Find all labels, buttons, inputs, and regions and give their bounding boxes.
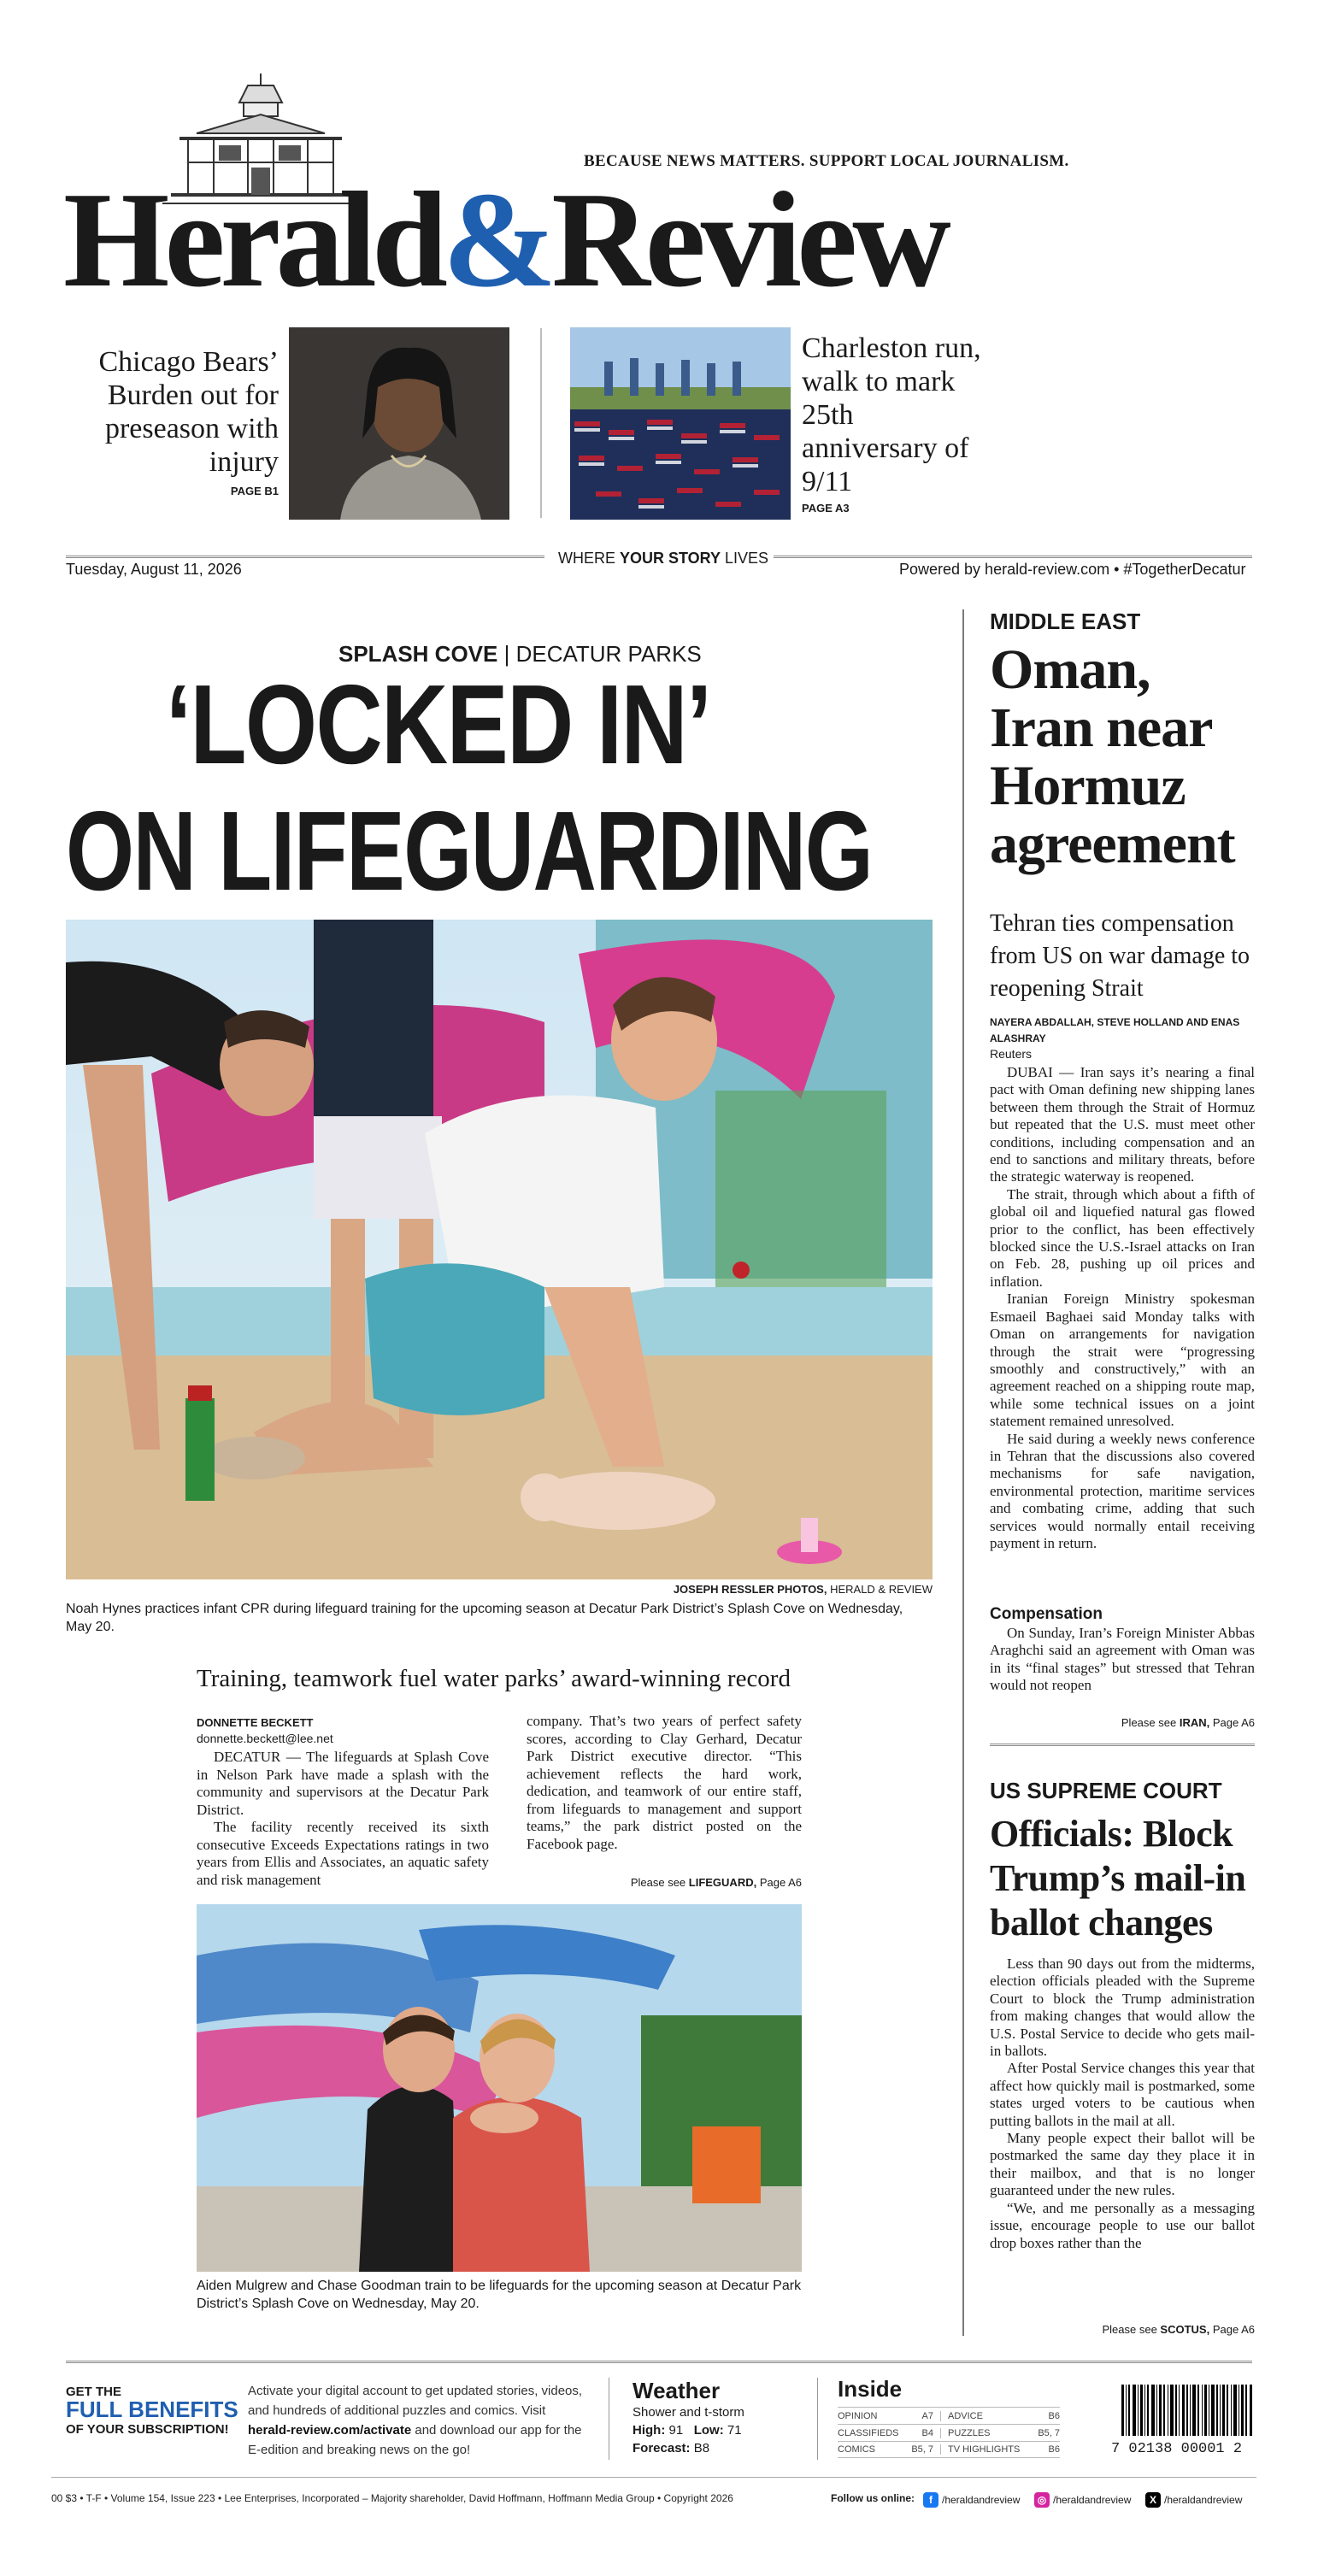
oman-iran-byline: NAYERA ABDALLAH, STEVE HOLLAND AND ENAS ALASHRAY (990, 1016, 1240, 1044)
scotus-headline[interactable]: Officials: Block Trump’s mail-in ballot changes (990, 1813, 1246, 1944)
teaser-bears-headline[interactable]: Chicago Bears’ Burden out for preseason with injury (98, 346, 279, 478)
compensation-subhead: Compensation (990, 1605, 1103, 1623)
motto-bold: YOUR STORY (620, 550, 721, 567)
promo-copy-pre: Activate your digital account to get updated stories, videos, and hundreds of additional puzzles and comics. Visit (248, 2384, 583, 2418)
x-link[interactable] (1145, 2492, 1242, 2508)
index-page: B4 (921, 2427, 933, 2438)
teaser-bears-photo[interactable] (289, 327, 509, 520)
second-photo-caption: Aiden Mulgrew and Chase Goodman train to be lifeguards for the upcoming season at Decatur Park District’s Splash Cove on Wednesday, May 20. (197, 2279, 802, 2311)
inside-row (838, 2441, 1060, 2458)
sidebar-separator (990, 1744, 1255, 1746)
promo-copy (248, 2381, 586, 2460)
iran-jump-link[interactable] (990, 1716, 1255, 1729)
forecast-label: Forecast: (633, 2441, 691, 2455)
logo-text-review: Review (551, 163, 946, 315)
footer-rule (51, 2477, 1256, 2478)
follow-us-label: Follow us online: (831, 2492, 915, 2504)
supreme-court-kicker: US SUPREME COURT (990, 1778, 1222, 1803)
lifeguard-jump-link[interactable] (527, 1876, 802, 1889)
low-value: 71 (727, 2423, 742, 2438)
promo-divider-2 (817, 2378, 818, 2460)
index-section[interactable]: CLASSIFIEDS (838, 2427, 899, 2438)
instagram-handle: /heraldandreview (1053, 2494, 1132, 2506)
jump-pre: Please see (1102, 2323, 1161, 2336)
main-story-byline: DONNETTE BECKETT (197, 1716, 314, 1729)
teaser-charleston-headline[interactable]: Charleston run, walk to mark 25th anniversary of 9/11 (802, 332, 981, 497)
body-paragraph: The facility recently received its sixth consecutive Exceeds Expectations ratings in two years from Ellis and Associates, an aquatic safety and risk management (197, 1819, 489, 1888)
oman-iran-dek: Tehran ties compensation from US on war damage to reopening Strait (990, 910, 1250, 1002)
footer-edition-info: 00 $3 • T-F • Volume 154, Issue 223 • Lee Enterprises, Incorporated – Majority shareholder, David Hoffmann, Hoffmann Media Group • Copyright 2026 (51, 2492, 733, 2504)
body-paragraph: The strait, through which about a fifth of global oil and liquefied natural gas flowed prior to the conflict, has been effectively blocked since the U.S.-Israel attacks on Iran on Feb. 28, pushing up oil prices and inflation. (990, 1185, 1255, 1290)
scotus-body (990, 1956, 1255, 2252)
jump-bold: LIFEGUARD, (688, 1876, 757, 1889)
index-page: B5, 7 (911, 2444, 933, 2455)
promo-get-the: GET THE (66, 2385, 122, 2399)
teaser-divider (540, 328, 542, 518)
kicker-section: SPLASH COVE (338, 641, 498, 667)
index-section[interactable]: PUZZLES (940, 2428, 1026, 2438)
index-section[interactable]: ADVICE (940, 2411, 1026, 2421)
jump-pre: Please see (1121, 1716, 1180, 1729)
promo-full-benefits[interactable]: FULL BENEFITS (66, 2397, 238, 2422)
dateline-rule-right (774, 556, 1252, 558)
main-story-body-left (197, 1749, 489, 1889)
where-your-story-lives (558, 550, 768, 568)
masthead-tagline: BECAUSE NEWS MATTERS. SUPPORT LOCAL JOURNALISM. (584, 152, 1069, 170)
facebook-link[interactable] (923, 2492, 1020, 2508)
instagram-icon: ◎ (1034, 2492, 1050, 2508)
main-headline-line1[interactable]: ‘LOCKED IN’ (166, 662, 711, 787)
body-paragraph: DUBAI — Iran says it’s nearing a final pact with Oman defining new shipping lanes between them through the Strait of Hormuz but repeated that the U.S. must meet other conditions, including compensation and an end to sanctions and military threats, before the strategic waterway is reopened. (990, 1064, 1255, 1185)
body-paragraph: company. That’s two years of perfect safety scores, according to Clay Gerhard, Decatur Park District executive director. “This achievement reflects the hard work, dedication, and teamwork of our entire staff, from lifeguards to management and support teams,” the park district posted on the Facebook page. (527, 1713, 802, 1852)
index-section[interactable]: COMICS (838, 2444, 875, 2455)
oman-iran-headline[interactable]: Oman, Iran near Hormuz agreement (990, 638, 1235, 875)
facebook-handle: /heraldandreview (942, 2494, 1021, 2506)
main-story-subhead[interactable]: Training, teamwork fuel water parks’ award-winning record (197, 1665, 791, 1692)
teaser-charleston-page: PAGE A3 (802, 502, 850, 515)
barcode-digits: 7 02138 00001 2 (1111, 2441, 1243, 2457)
weather-title[interactable]: Weather (633, 2378, 721, 2403)
body-paragraph: “We, and me personally as a messaging issue, encourage people to use our ballot drop boxes rather than the (990, 2199, 1255, 2251)
facebook-icon: f (923, 2492, 938, 2508)
promo-subscription: OF YOUR SUBSCRIPTION! (66, 2422, 229, 2437)
index-section[interactable]: OPINION (838, 2410, 878, 2421)
main-story-author-email[interactable]: donnette.beckett@lee.net (197, 1732, 333, 1745)
powered-by-link[interactable]: Powered by herald-review.com • #TogetherDecatur (899, 561, 1246, 578)
motto-pre: WHERE (558, 550, 620, 567)
jump-bold: SCOTUS, (1160, 2323, 1210, 2336)
oman-iran-body-continued (990, 1625, 1255, 1695)
logo-ampersand: & (442, 163, 552, 315)
activate-link[interactable]: herald-review.com/activate (248, 2423, 412, 2438)
main-photo-caption: Noah Hynes practices infant CPR during lifeguard training for the upcoming season at Decatur Park District’s Splash Cove on Wednesday, May 20. (66, 1602, 903, 1634)
edition-date: Tuesday, August 11, 2026 (66, 561, 242, 578)
jump-post: Page A6 (1209, 1716, 1255, 1729)
low-label: Low: (693, 2423, 724, 2438)
x-icon: X (1145, 2492, 1161, 2508)
body-paragraph: Iranian Foreign Ministry spokesman Esmaeil Baghaei said Monday talks with Oman on arrangements for navigation through the strait were “progressing smoothly and constructively,” with an agreement reached on a shipping route map, while some technical issues on a joint statement remained unresolved. (990, 1291, 1255, 1430)
newspaper-logo[interactable] (63, 163, 946, 315)
index-page: A7 (921, 2410, 933, 2421)
inside-title: Inside (838, 2376, 903, 2402)
inside-index (838, 2407, 1060, 2458)
forecast-page: B8 (693, 2441, 710, 2455)
dateline-rule-left (66, 556, 544, 558)
sidebar-divider (962, 609, 964, 2336)
index-page: B6 (1048, 2444, 1060, 2455)
teaser-charleston-photo[interactable] (570, 327, 791, 520)
motto-post: LIVES (721, 550, 769, 567)
jump-bold: IRAN, (1179, 1716, 1210, 1729)
index-page: B6 (1048, 2410, 1060, 2421)
body-paragraph: On Sunday, Iran’s Foreign Minister Abbas Araghchi said an agreement with Oman was in its “final stages” but stressed that Tehran would not reopen (990, 1625, 1255, 1694)
promo-rule (66, 2361, 1252, 2363)
logo-text-herald: Herald (63, 163, 443, 315)
credit-photographer: JOSEPH RESSLER PHOTOS, (673, 1583, 827, 1596)
body-paragraph: He said during a weekly news conference in Tehran that the discussions also covered mechanisms for safe navigation, environmental protection, maritime services and combating crime, adding that such services would normally entail receiving payment in return. (990, 1430, 1255, 1551)
jump-post: Page A6 (756, 1876, 802, 1889)
second-story-photo[interactable] (197, 1904, 802, 2272)
inside-row (838, 2407, 1060, 2424)
jump-post: Page A6 (1209, 2323, 1255, 2336)
body-paragraph: Less than 90 days out from the midterms, election officials pleaded with the Supreme Court to block the Trump administration from making changes that would allow the U.S. Postal Service to decide who gets mail-in ballots. (990, 1956, 1255, 2060)
promo-copy-post: and download our app for the E-edition and breaking news on the go! (248, 2423, 582, 2457)
weather-temps (633, 2423, 742, 2438)
main-story-body-right (527, 1713, 802, 1853)
body-paragraph: After Postal Service changes this year that affect how quickly mail is postmarked, some states urged voters to be cautious when putting ballots in the mail at all. (990, 2060, 1255, 2129)
weather-forecast (633, 2441, 709, 2455)
jump-pre: Please see (630, 1876, 689, 1889)
index-page: B5, 7 (1038, 2427, 1060, 2438)
main-story-photo[interactable] (66, 920, 933, 1579)
oman-iran-body (990, 1064, 1255, 1552)
teaser-bears-page: PAGE B1 (230, 485, 279, 497)
inside-row (838, 2424, 1060, 2441)
kicker-subsection: | DECATUR PARKS (497, 641, 702, 667)
main-headline-line2[interactable]: ON LIFEGUARDING (66, 788, 873, 914)
index-section[interactable]: TV HIGHLIGHTS (940, 2444, 1026, 2455)
body-paragraph: Many people expect their ballot will be postmarked the same day they place it in their mailbox, and that is no longer guaranteed under the new rules. (990, 2130, 1255, 2199)
credit-outlet: HERALD & REVIEW (827, 1583, 933, 1596)
barcode (1121, 2385, 1253, 2436)
high-value: 91 (668, 2423, 684, 2438)
x-handle: /heraldandreview (1164, 2494, 1243, 2506)
scotus-jump-link[interactable] (990, 2323, 1255, 2336)
high-label: High: (633, 2423, 666, 2438)
oman-iran-agency: Reuters (990, 1047, 1033, 1061)
weather-condition: Shower and t-storm (633, 2405, 744, 2420)
main-photo-credit (513, 1583, 933, 1596)
middle-east-kicker: MIDDLE EAST (990, 609, 1141, 634)
instagram-link[interactable] (1034, 2492, 1131, 2508)
body-paragraph: DECATUR — The lifeguards at Splash Cove in Nelson Park have made a splash with the community and supervisors at the Decatur Park District. (197, 1749, 489, 1818)
